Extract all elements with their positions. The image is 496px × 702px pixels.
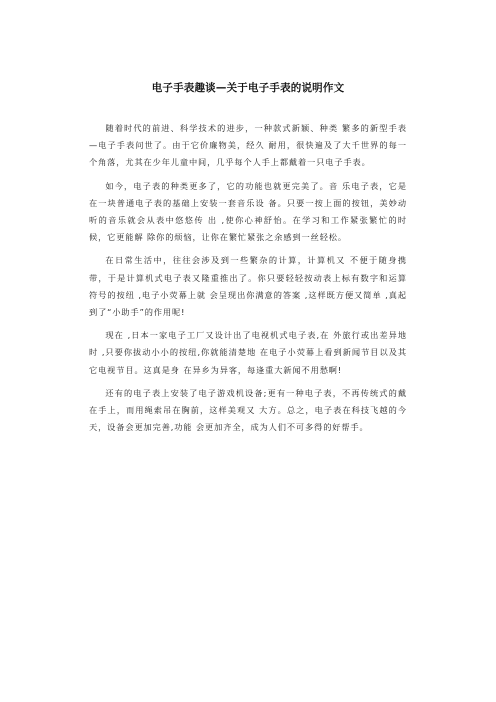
paragraph-2: 如今，电子表的种类更多了，它的功能也就更完美了。音 乐电子表，它是在一块普通电子表的基础上安装一套音乐设 备。只要一按上面的按钮，美妙动听的音乐就会从表中悠悠传 出 ,使你心神舒怡。在学习和工作紧张繁忙的时候，它更能解 除你的烦恼，让你在繁忙紧张之余感到一丝轻松。 — [89, 180, 407, 243]
paragraph-3: 在日常生活中，往往会涉及到一些繁杂的计算，计算机又 不便于随身携带，于是计算机式电子表又隆重推出了。你只要轻轻按动表上标有数字和运算符号的按纽 ,电子小荧幕上就 会呈现出你满意的答案 ,这样既方便又简单 ,真起到了“小助手”的作用呢! — [89, 255, 407, 318]
paragraph-5: 还有的电子表上安装了电子游戏机设备;更有一种电子表，不再传统式的戴在手上，而用绳索吊在胸前，这样美观又 大方。总之，电子表在科技飞越的今天，设备会更加完善,功能 会更加齐全，成为人们不可多得的好帮手。 — [89, 387, 407, 433]
document-body — [89, 120, 407, 442]
paragraph-1: 随着时代的前进、科学技术的进步，一种款式新颖、种类 繁多的新型手表—电子手表问世了。由于它价廉物美，经久 耐用，很快遍及了大千世界的每一个角落，尤其在少年儿童中间，几乎每个人手上都戴着一只电子手表。 — [89, 123, 407, 168]
paragraph-4: 现在 ,日本一家电子工厂又设计出了电视机式电子表,在 外旅行或出差异地时 ,只要你拔动小小的按纽,你就能清楚地 在电子小荧幕上看到新闻节目以及其它电视节目。这真是身 在异乡为异客，每逢重大新闻不用愁啊! — [89, 330, 407, 375]
document-title: 电子手表趣谈—关于电子手表的说明作文 — [151, 82, 345, 94]
